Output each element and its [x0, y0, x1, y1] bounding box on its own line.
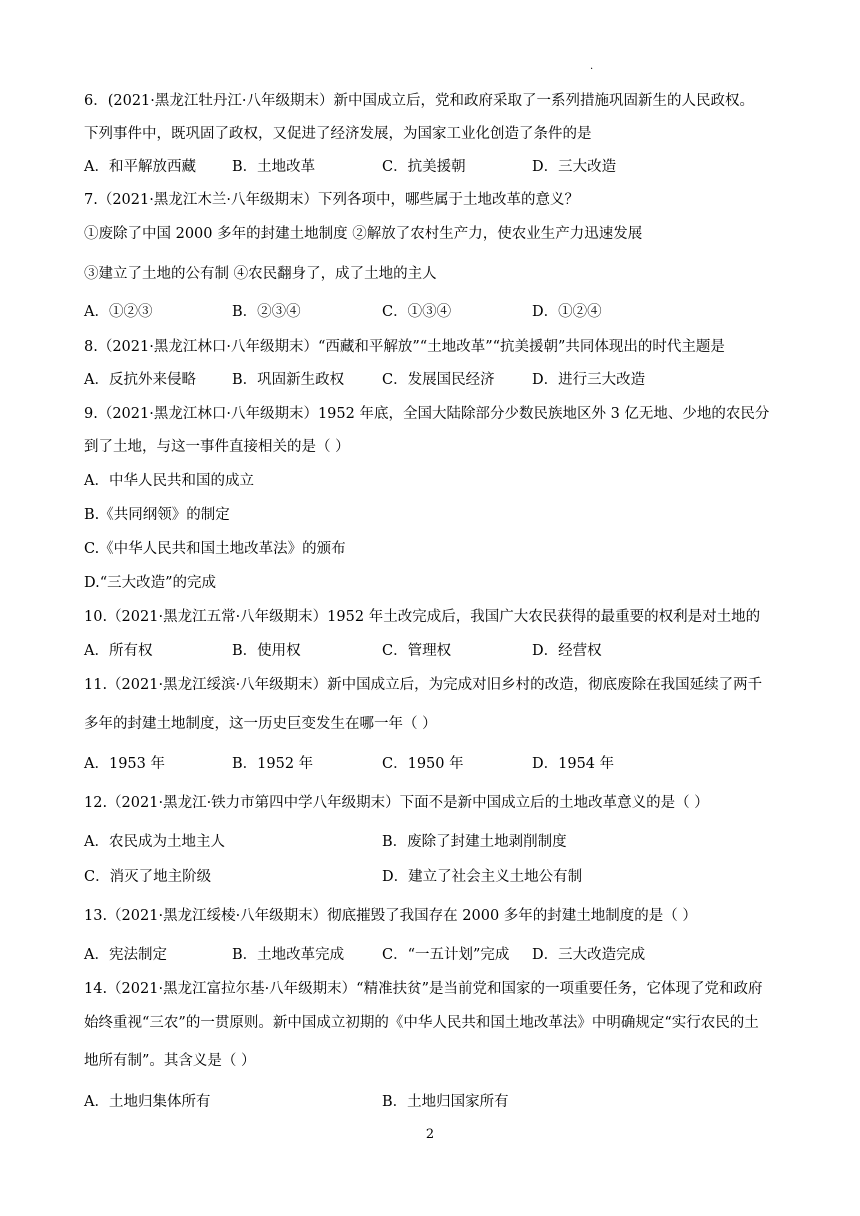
question-9-option-c: C.《中华人民共和国土地改革法》的颁布 [84, 541, 346, 557]
question-8-option-a: A．反抗外来侵略 [84, 372, 196, 388]
question-13-option-c: C．“一五计划”完成 [382, 947, 510, 963]
question-13-option-d: D．三大改造完成 [532, 947, 646, 963]
question-12-option-b: B．废除了封建土地剥削制度 [382, 834, 567, 850]
question-13-option-a: A．宪法制定 [84, 947, 167, 963]
question-7-stem-line-1: 7.（2021·黑龙江木兰·八年级期末）下列各项中，哪些属于土地改革的意义？ [84, 192, 579, 208]
question-9-stem-line-1: 9.（2021·黑龙江林口·八年级期末）1952 年底，全国大陆除部分少数民族地区外 3 亿无地、少地的农民分 [84, 406, 770, 422]
question-14-stem-line-1: 14.（2021·黑龙江富拉尔基·八年级期末）“精准扶贫”是当前党和国家的一项重要任务，它体现了党和政府 [84, 981, 763, 997]
question-11-stem-line-1: 11.（2021·黑龙江绥滨·八年级期末）新中国成立后，为完成对旧乡村的改造，彻底废除在我国延续了两千 [84, 677, 763, 693]
question-13-option-b: B．土地改革完成 [232, 947, 345, 963]
question-10-option-d: D．经营权 [532, 643, 602, 659]
question-12-option-c: C．消灭了地主阶级 [84, 869, 212, 885]
question-6-option-d: D．三大改造 [532, 159, 617, 175]
question-11-option-b: B．1952 年 [232, 756, 314, 772]
question-7-stem-line-3: ③建立了土地的公有制 ④农民翻身了，成了土地的主人 [84, 266, 437, 282]
question-13-stem-line-1: 13.（2021·黑龙江绥棱·八年级期末）彻底摧毁了我国存在 2000 多年的封建土地制度的是（ ） [84, 908, 697, 924]
question-10-option-b: B．使用权 [232, 643, 301, 659]
question-9-option-b: B.《共同纲领》的制定 [84, 507, 230, 523]
question-7-option-a: A．①②③ [84, 304, 153, 320]
question-6-option-b: B．土地改革 [232, 159, 316, 175]
question-10-option-a: A．所有权 [84, 643, 153, 659]
question-7-option-b: B．②③④ [232, 304, 301, 320]
question-12-option-a: A．农民成为土地主人 [84, 834, 225, 850]
question-11-option-d: D．1954 年 [532, 756, 615, 772]
question-9-option-a: A．中华人民共和国的成立 [84, 473, 254, 489]
question-14-option-a: A．土地归集体所有 [84, 1094, 211, 1110]
question-6-option-c: C．抗美援朝 [382, 159, 466, 175]
question-9-stem-line-2: 到了土地，与这一事件直接相关的是（ ） [84, 439, 350, 455]
question-8-option-b: B．巩固新生政权 [232, 372, 345, 388]
question-10-option-c: C．管理权 [382, 643, 452, 659]
question-7-stem-line-2: ①废除了中国 2000 多年的封建土地制度 ②解放了农村生产力，使农业生产力迅速发展 [84, 226, 643, 242]
question-8-option-c: C．发展国民经济 [382, 372, 495, 388]
question-12-option-d: D．建立了社会主义土地公有制 [382, 869, 583, 885]
question-6-stem-line-2: 下列事件中，既巩固了政权，又促进了经济发展，为国家工业化创造了条件的是 [84, 126, 592, 142]
question-8-option-d: D．进行三大改造 [532, 372, 646, 388]
question-12-stem-line-1: 12.（2021·黑龙江·铁力市第四中学八年级期末）下面不是新中国成立后的土地改革意义的是（ ） [84, 795, 709, 811]
question-14-stem-line-2: 始终重视“三农”的一贯原则。新中国成立初期的《中华人民共和国土地改革法》中明确规定“实行农民的土 [84, 1015, 759, 1031]
question-14-stem-line-3: 地所有制”。其含义是（ ） [84, 1053, 256, 1069]
page-number: 2 [425, 1127, 435, 1142]
header-mark: . [590, 61, 594, 72]
question-10-stem-line-1: 10.（2021·黑龙江五常·八年级期末）1952 年土改完成后，我国广大农民获得的最重要的权利是对土地的 [84, 609, 761, 625]
question-6-option-a: A．和平解放西藏 [84, 159, 196, 175]
question-11-stem-line-2: 多年的封建土地制度，这一历史巨变发生在哪一年（ ） [84, 716, 437, 732]
question-8-stem-line-1: 8.（2021·黑龙江林口·八年级期末）“西藏和平解放”“土地改革”“抗美援朝”共同体现出的时代主题是 [84, 339, 725, 355]
question-11-option-c: C．1950 年 [382, 756, 464, 772]
question-11-option-a: A．1953 年 [84, 756, 165, 772]
question-14-option-b: B．土地归国家所有 [382, 1094, 509, 1110]
question-9-option-d: D.“三大改造”的完成 [84, 575, 217, 591]
question-7-option-d: D．①②④ [532, 304, 602, 320]
question-6-stem-line-1: 6．(2021·黑龙江牡丹江·八年级期末）新中国成立后，党和政府采取了一系列措施巩固新生的人民政权。 [84, 93, 754, 109]
question-7-option-c: C．①③④ [382, 304, 452, 320]
